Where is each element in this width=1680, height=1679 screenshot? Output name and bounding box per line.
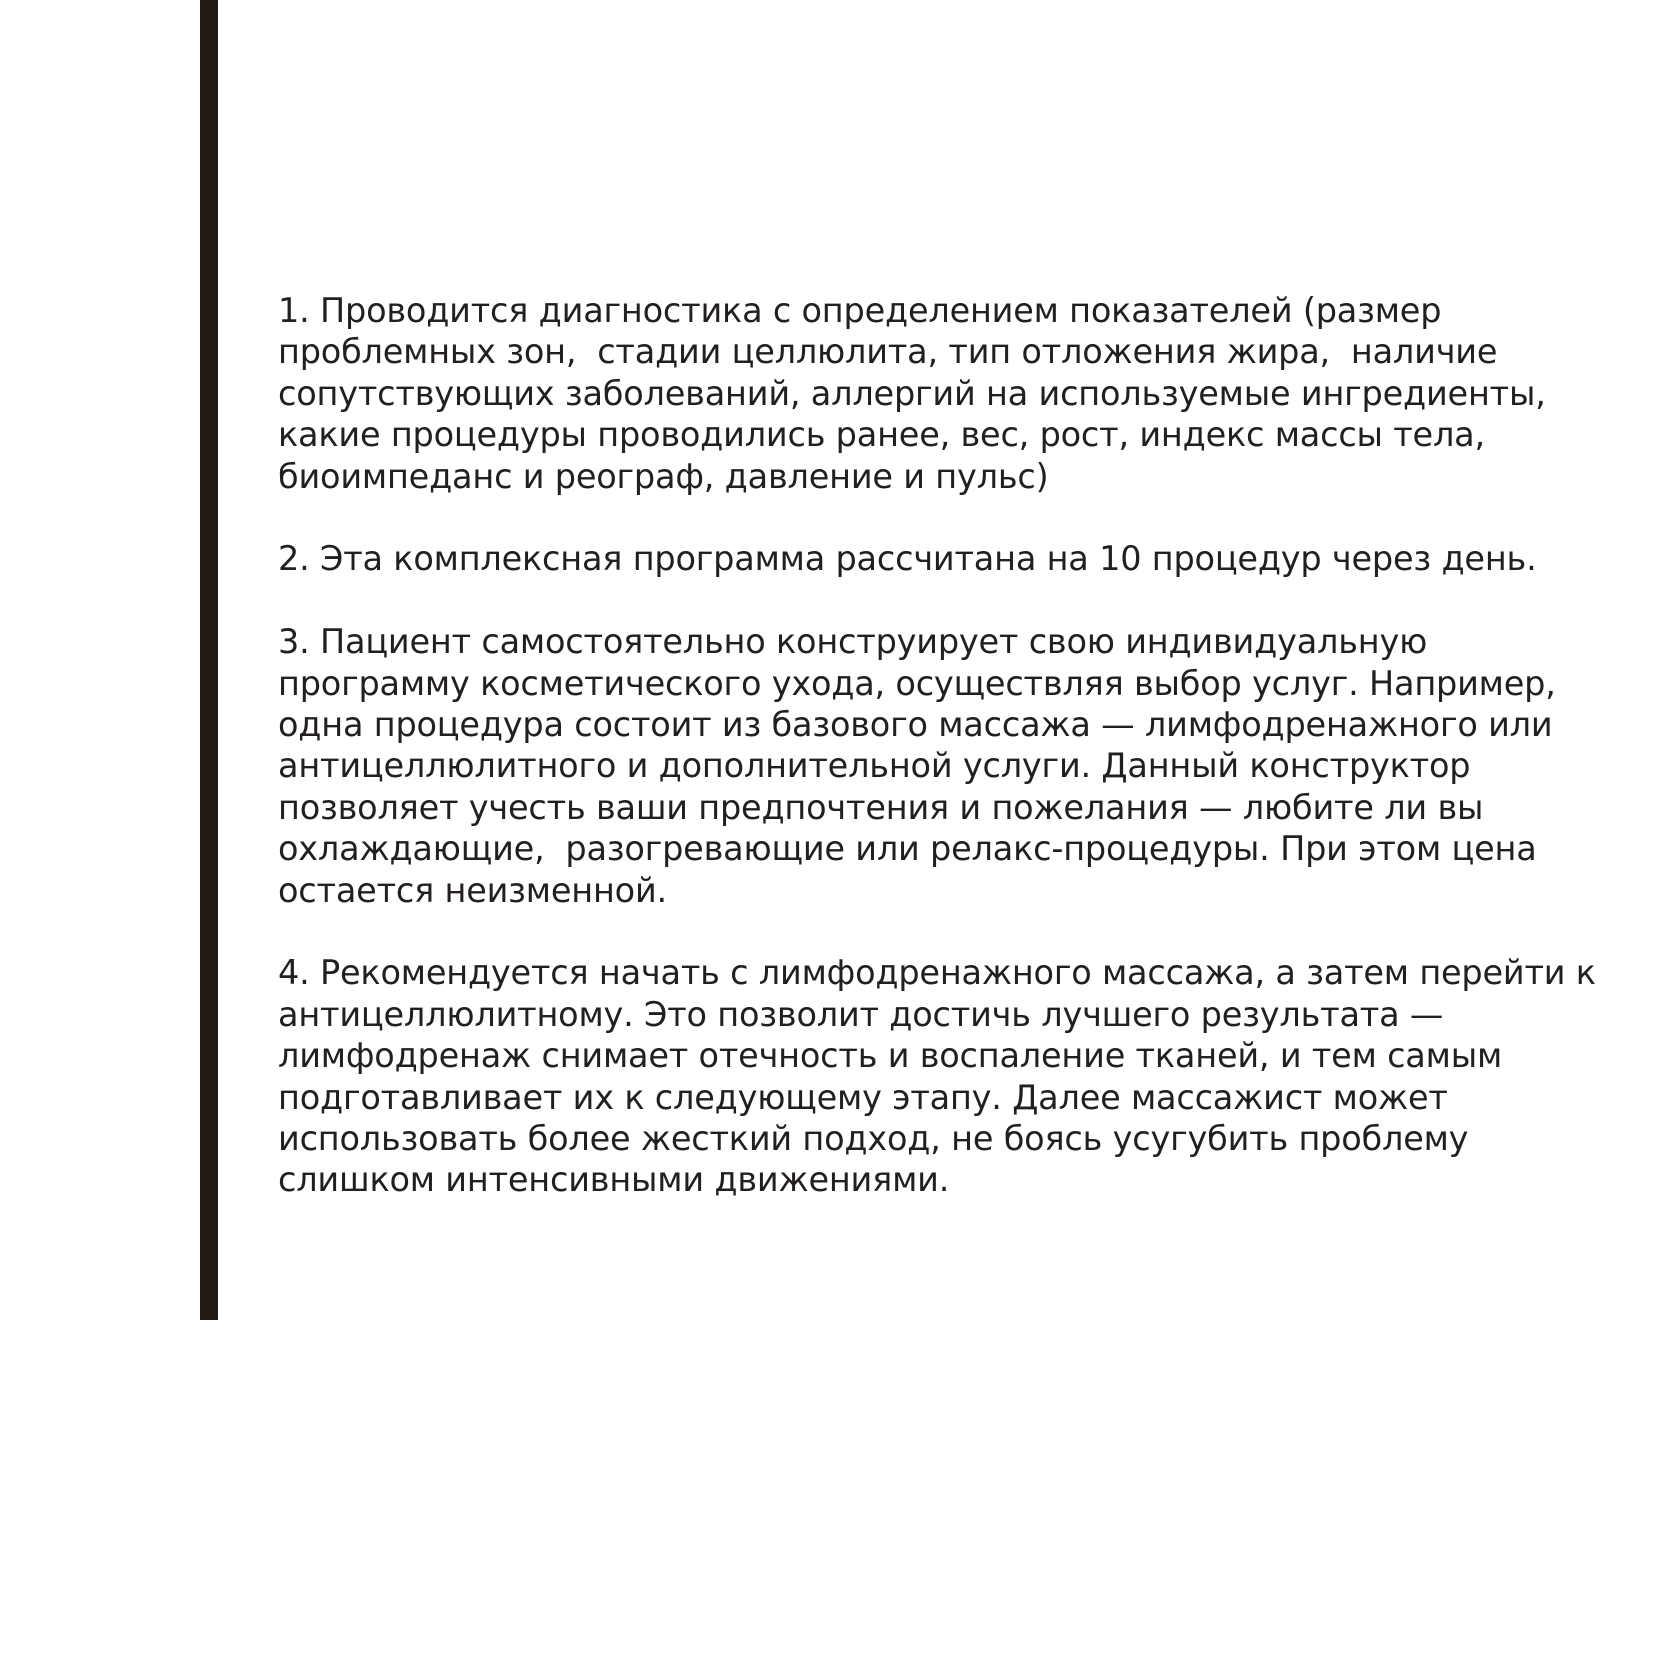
text-line: антицеллюлитного и дополнительной услуги. Данный конструктор: [278, 746, 1471, 786]
text-line: остается неизменной.: [278, 870, 668, 910]
text-line: проблемных зон, стадии целлюлита, тип отложения жира, наличие: [278, 332, 1498, 372]
document-body: [278, 290, 1608, 1242]
text-line: лимфодренаж снимает отечность и воспаление тканей, и тем самым: [278, 1036, 1503, 1076]
text-line: использовать более жесткий подход, не боясь усугубить проблему: [278, 1119, 1469, 1159]
paragraph-2: [278, 538, 1608, 579]
paragraph-4: [278, 952, 1608, 1200]
paragraph-3: [278, 621, 1608, 911]
text-line: 1. Проводится диагностика с определением показателей (размер: [278, 291, 1442, 330]
text-line: 4. Рекомендуется начать с лимфодренажного массажа, а затем перейти к: [278, 953, 1596, 993]
text-line: охлаждающие, разогревающие или релакс-процедуры. При этом цена: [278, 829, 1537, 869]
text-line: 3. Пациент самостоятельно конструирует свою индивидуальную: [278, 622, 1428, 662]
paragraph-1: [278, 290, 1608, 497]
text-line: подготавливает их к следующему этапу. Далее массажист может: [278, 1077, 1448, 1117]
accent-bar: [200, 0, 218, 1320]
text-line: одна процедура состоит из базового массажа — лимфодренажного или: [278, 705, 1553, 745]
text-line: антицеллюлитному. Это позволит достичь лучшего результата —: [278, 994, 1444, 1034]
text-line: сопутствующих заболеваний, аллергий на используемые ингредиенты,: [278, 373, 1546, 413]
text-line: биоимпеданс и реограф, давление и пульс): [278, 456, 1049, 496]
text-line: 2. Эта комплексная программа рассчитана на 10 процедур через день.: [278, 539, 1537, 579]
text-line: какие процедуры проводились ранее, вес, рост, индекс массы тела,: [278, 415, 1485, 455]
text-line: программу косметического ухода, осуществляя выбор услуг. Например,: [278, 663, 1556, 703]
text-line: слишком интенсивными движениями.: [278, 1160, 950, 1200]
text-line: позволяет учесть ваши предпочтения и пожелания — любите ли вы: [278, 787, 1484, 827]
